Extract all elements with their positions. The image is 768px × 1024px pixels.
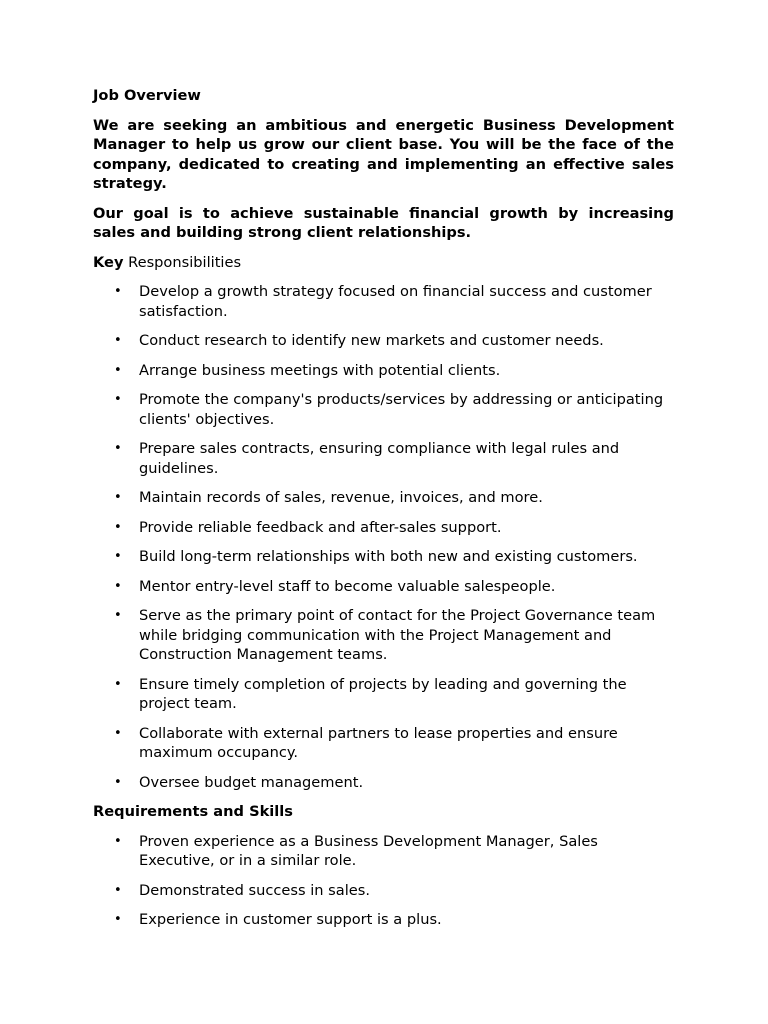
list-item [93, 606, 674, 665]
list-item-text: Arrange business meetings with potential clients. [139, 361, 501, 379]
responsibilities-heading [93, 253, 674, 273]
list-item [93, 488, 674, 508]
goal-paragraph: Our goal is to achieve sustainable financial growth by increasing sales and building strong client relationships. [93, 204, 674, 241]
bullet-icon: • [114, 490, 122, 505]
bullet-icon: • [114, 519, 122, 535]
requirements-heading: Requirements and Skills [93, 803, 293, 820]
list-item [93, 832, 674, 871]
list-item [93, 439, 674, 478]
list-item [93, 361, 674, 381]
list-item [93, 518, 674, 538]
bullet-icon: • [114, 549, 122, 564]
list-item [93, 547, 674, 567]
bullet-icon: • [114, 441, 122, 456]
responsibilities-heading-bold: Key [93, 253, 124, 271]
bullet-icon: • [114, 333, 122, 348]
bullet-icon: • [114, 676, 122, 692]
list-item-text: Provide reliable feedback and after-sales support. [139, 518, 502, 536]
list-item [93, 331, 674, 351]
bullet-icon: • [114, 578, 122, 594]
bullet-icon: • [114, 882, 122, 898]
list-item-text: Maintain records of sales, revenue, invoices, and more. [139, 489, 543, 506]
list-item [93, 773, 674, 793]
overview-paragraph: We are seeking an ambitious and energetic Business Development Manager to help us grow our client base. You will be the face of the company, dedicated to creating and implementing an effective sales strategy. [93, 116, 674, 192]
list-item-text: Mentor entry-level staff to become valuable salespeople. [139, 577, 556, 595]
list-item-text: Develop a growth strategy focused on financial success and customer satisfaction. [139, 283, 652, 320]
list-item [93, 390, 674, 429]
list-item-text: Promote the company's products/services by addressing or anticipating clients' objectives. [139, 391, 664, 428]
bullet-icon: • [114, 362, 122, 378]
bullet-icon: • [114, 392, 122, 407]
bullet-icon: • [114, 912, 122, 927]
bullet-icon: • [114, 833, 122, 849]
list-item-text: Proven experience as a Business Development Manager, Sales Executive, or in a similar role. [139, 832, 598, 869]
responsibilities-heading-rest: Responsibilities [123, 253, 242, 271]
list-item [93, 577, 674, 597]
list-item-text: Serve as the primary point of contact for the Project Governance team while bridging communication with the Project Management and Construction Management teams. [139, 607, 656, 663]
list-item-text: Build long-term relationships with both new and existing customers. [139, 548, 638, 565]
bullet-icon: • [114, 284, 122, 299]
list-item-text: Experience in customer support is a plus. [139, 911, 442, 928]
responsibilities-list [93, 282, 674, 792]
job-overview-heading: Job Overview [93, 87, 201, 104]
list-item [93, 881, 674, 901]
list-item-text: Conduct research to identify new markets and customer needs. [139, 332, 604, 349]
list-item [93, 675, 674, 714]
list-item [93, 910, 674, 930]
list-item-text: Prepare sales contracts, ensuring compliance with legal rules and guidelines. [139, 440, 620, 477]
requirements-list [93, 832, 674, 930]
list-item-text: Oversee budget management. [139, 773, 364, 791]
bullet-icon: • [114, 725, 122, 741]
list-item [93, 282, 674, 321]
list-item [93, 724, 674, 763]
bullet-icon: • [114, 774, 122, 790]
document-page [93, 86, 674, 940]
list-item-text: Demonstrated success in sales. [139, 881, 370, 899]
bullet-icon: • [114, 608, 122, 623]
list-item-text: Ensure timely completion of projects by leading and governing the project team. [139, 675, 627, 712]
list-item-text: Collaborate with external partners to lease properties and ensure maximum occupancy. [139, 724, 618, 761]
